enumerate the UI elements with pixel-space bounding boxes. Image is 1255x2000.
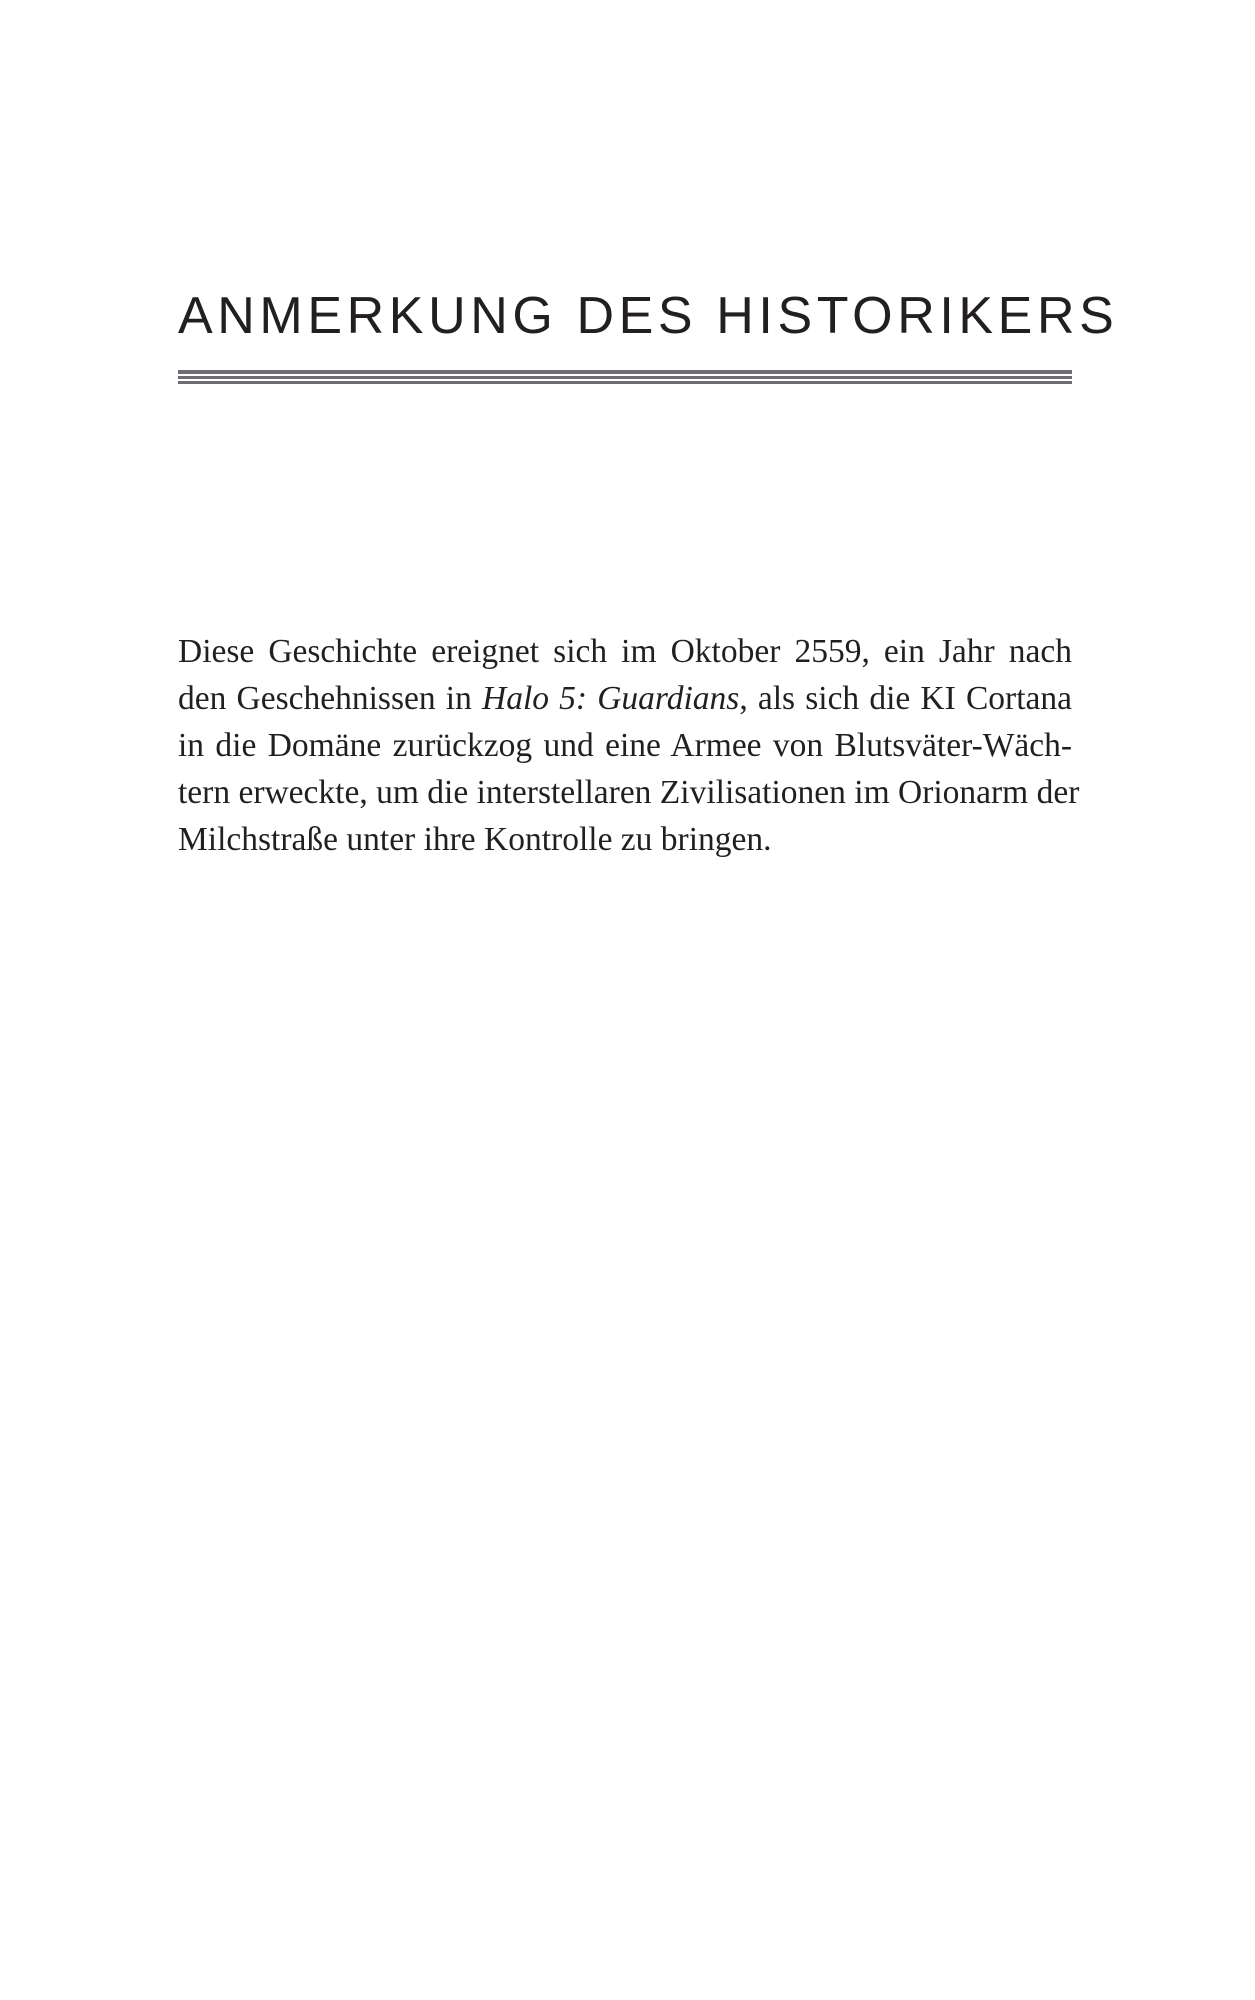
title-underline-rule bbox=[178, 381, 1072, 384]
paragraph-line: in die Domäne zurückzog und eine Armee von Blutsväter-Wäch- bbox=[178, 727, 1072, 764]
game-title-italic: Halo 5: Guardians bbox=[482, 680, 740, 717]
title-underline-rule bbox=[178, 370, 1072, 374]
body-paragraph bbox=[178, 628, 1080, 863]
paragraph-text: , als sich die KI Cortana bbox=[739, 680, 1072, 717]
paragraph-line: Milchstraße unter ihre Kontrolle zu bringen. bbox=[178, 821, 772, 858]
title-underline-rule bbox=[178, 376, 1072, 379]
paragraph-line bbox=[178, 675, 1072, 722]
paragraph-text: den Geschehnissen in bbox=[178, 680, 482, 717]
paragraph-line: Diese Geschichte ereignet sich im Oktober 2559, ein Jahr nach bbox=[178, 633, 1072, 670]
paragraph-line: tern erweckte, um die interstellaren Zivilisationen im Orionarm der bbox=[178, 774, 1080, 811]
chapter-title: ANMERKUNG DES HISTORIKERS bbox=[178, 287, 1119, 345]
